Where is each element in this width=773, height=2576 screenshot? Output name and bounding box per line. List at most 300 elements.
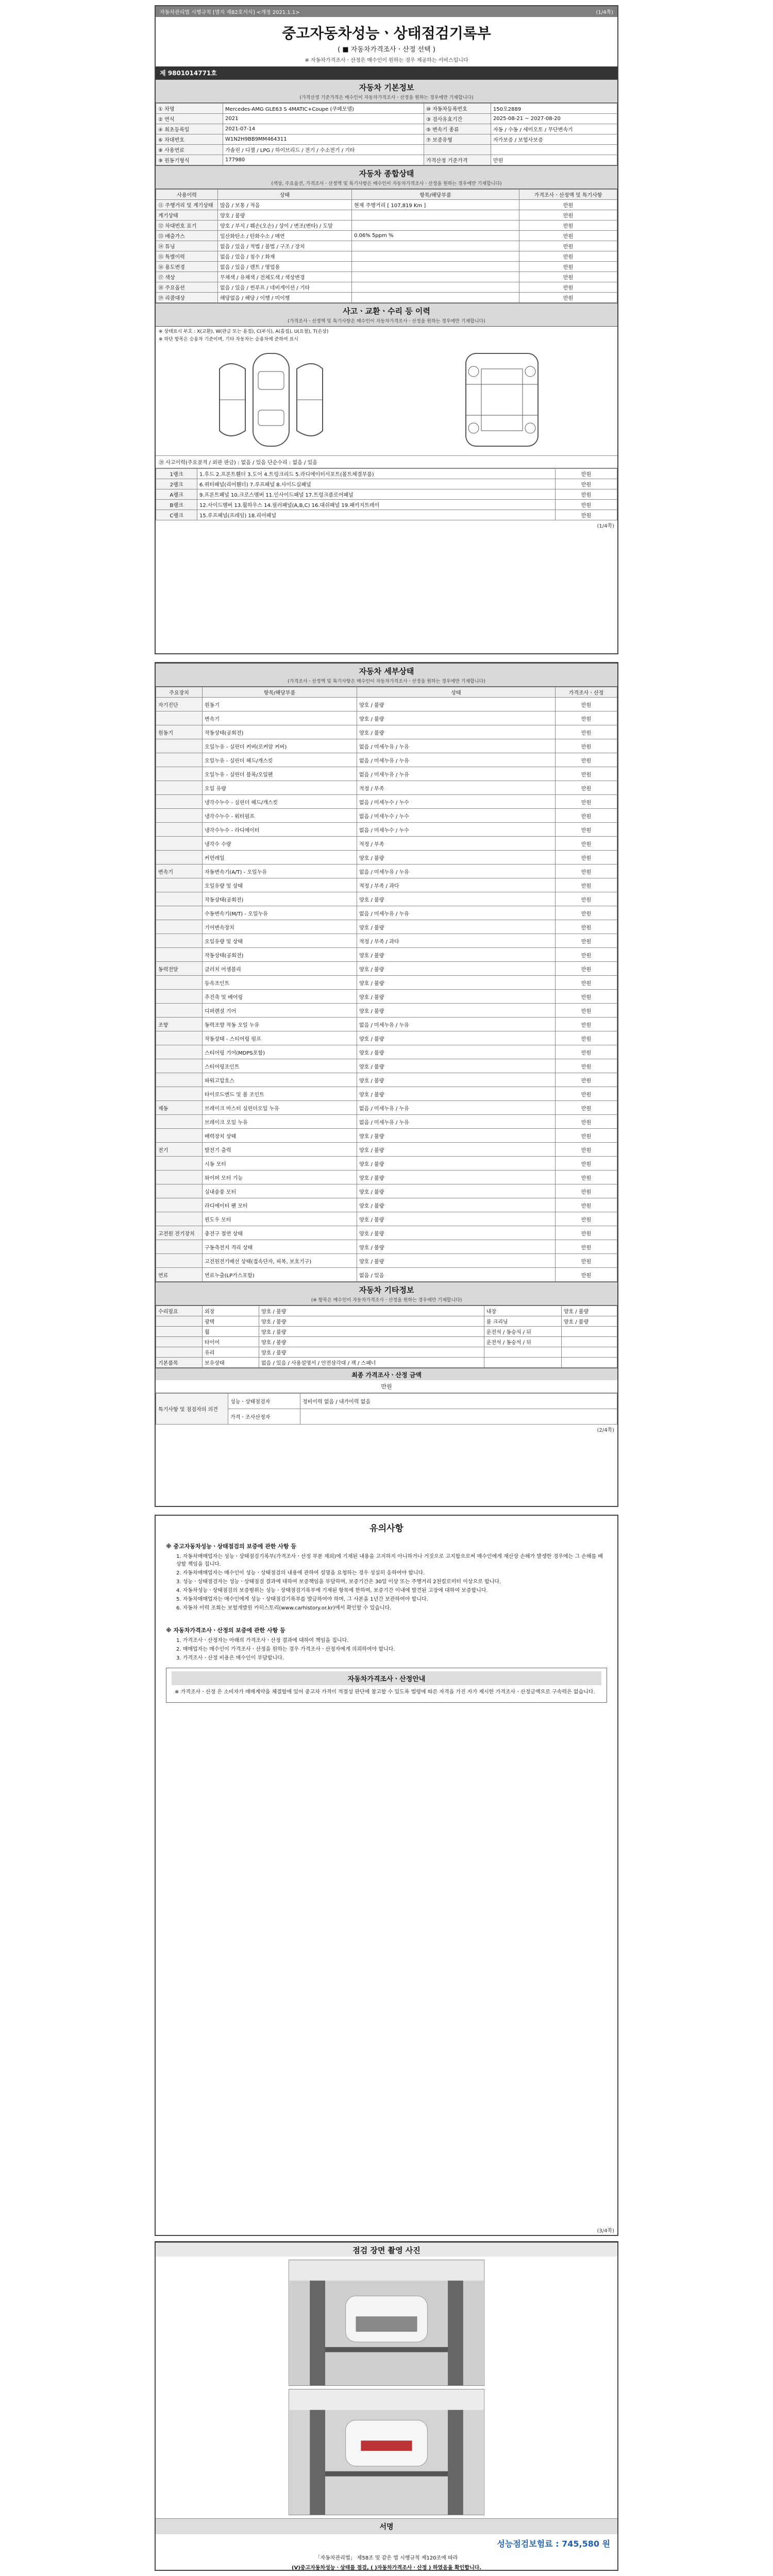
document-id: 제 9801014771호	[156, 66, 617, 79]
detail-row	[156, 781, 617, 795]
overall-price: 만원	[519, 200, 617, 210]
detail-row	[156, 878, 617, 892]
overall-price: 만원	[519, 282, 617, 293]
basic-value: 2025-08-21 ~ 2027-08-20	[491, 114, 617, 124]
other-state: 없음 / 있음 / 사용설명서 / 안전삼각대 / 잭 / 스패너	[259, 1358, 484, 1368]
detail-price: 만원	[556, 1129, 617, 1143]
notice-head-2: ※ 자동차가격조사ㆍ산정의 보증에 관한 사항 등	[166, 1627, 285, 1634]
other-group	[156, 1316, 203, 1327]
basic-label: ⑨ 원동기형식	[156, 155, 223, 165]
basic-label: ③ 검사유효기간	[424, 114, 491, 124]
detail-state: 적정 / 부족 / 과다	[357, 878, 556, 892]
detail-row	[156, 795, 617, 809]
detail-row	[156, 739, 617, 753]
detail-state: 없음 / 미세누유 / 누유	[357, 1115, 556, 1129]
total-price-label: 최종 가격조사ㆍ산정 금액	[156, 1368, 617, 1380]
detail-part: 작동상태(공회전)	[203, 948, 357, 962]
other-part-2	[484, 1358, 561, 1368]
detail-group	[156, 1254, 203, 1268]
tier-price: 만원	[556, 479, 617, 489]
detail-state: 양호 / 불량	[357, 1171, 556, 1184]
detail-row	[156, 711, 617, 725]
detail-price: 만원	[556, 753, 617, 767]
overall-price: 만원	[519, 210, 617, 221]
page-1-number: (1/4쪽)	[597, 523, 614, 529]
detail-row	[156, 865, 617, 878]
overall-item: ⑲ 리콜대상	[156, 293, 218, 303]
detail-group	[156, 1157, 203, 1171]
other-row	[156, 1316, 617, 1327]
detail-price: 만원	[556, 795, 617, 809]
form-number: 자동차관리법 시행규칙 [별지 제82호서식] <개정 2021.1.1>	[160, 10, 300, 15]
overall-header-usage: 사용이력	[156, 190, 218, 200]
detail-price: 만원	[556, 823, 617, 837]
detail-state: 없음 / 미세누유 / 누유	[357, 906, 556, 920]
overall-state: 일산화탄소 / 탄화수소 / 매연	[218, 231, 352, 241]
special-value	[300, 1409, 617, 1425]
other-group: 기본품목	[156, 1358, 203, 1368]
other-state-2	[561, 1347, 617, 1358]
other-part-2	[484, 1347, 561, 1358]
detail-row	[156, 1157, 617, 1171]
detail-part: 동력조향 작동 오일 누유	[203, 1018, 357, 1031]
overall-price: 만원	[519, 231, 617, 241]
tier-row	[156, 479, 617, 489]
basic-section-note: (가격산정 기준가격은 매수인이 자동차가격조사ㆍ산정을 원하는 경우에만 기재합니다)	[156, 94, 617, 103]
detail-part: 오일 유량	[203, 781, 357, 795]
detail-part: 스티어링조인트	[203, 1059, 357, 1073]
document-subtitle: ( ■ 자동차가격조사ㆍ산정 선택 )	[338, 46, 435, 54]
detail-state: 양호 / 불량	[357, 1073, 556, 1087]
detail-group: 전기	[156, 1143, 203, 1157]
detail-state: 양호 / 불량	[357, 920, 556, 934]
tier-price: 만원	[556, 510, 617, 520]
detail-group	[156, 920, 203, 934]
detail-row	[156, 1254, 617, 1268]
basic-value: 가솔린 / 디젤 / LPG / 하이브리드 / 전기 / 수소전기 / 기타	[223, 145, 424, 155]
other-section-note: (※ 항목은 매수인이 자동차가격조사ㆍ산정을 원하는 경우에만 기재합니다)	[156, 1296, 617, 1306]
detail-row	[156, 753, 617, 767]
detail-row	[156, 976, 617, 990]
detail-state: 양호 / 불량	[357, 892, 556, 906]
other-row	[156, 1306, 617, 1316]
basic-value: 자동 / 수동 / 세미오토 / 무단변속기	[491, 124, 617, 134]
detail-part: 커먼레일	[203, 851, 357, 865]
other-part: 휠	[203, 1327, 259, 1337]
tier-rank: A랭크	[156, 489, 197, 500]
detail-group	[156, 892, 203, 906]
overall-row	[156, 231, 617, 241]
detail-group: 연료	[156, 1268, 203, 1282]
detail-group	[156, 1184, 203, 1198]
tier-parts: 12.사이드멤버 13.휠하우스 14.필러패널(A,B,C) 16.대쉬패널 19.패키지트레이	[197, 500, 556, 510]
detail-group	[156, 990, 203, 1004]
other-state-2	[561, 1327, 617, 1337]
overall-state: 없음 / 있음 / 적법 / 불법 / 구조 / 장치	[218, 241, 352, 251]
detail-row	[156, 1268, 617, 1282]
page-4	[155, 2241, 618, 2571]
overall-detail	[352, 282, 519, 293]
tier-price: 만원	[556, 489, 617, 500]
detail-group: 동력전달	[156, 962, 203, 976]
detail-price: 만원	[556, 990, 617, 1004]
overall-state: 없음 / 있음 / 침수 / 화재	[218, 251, 352, 262]
detail-part: 타이로드엔드 및 볼 조인트	[203, 1087, 357, 1101]
basic-row	[156, 124, 617, 134]
total-price-value: 만원	[156, 1380, 617, 1393]
car-diagram	[156, 344, 617, 456]
detail-group: 원동기	[156, 725, 203, 739]
detail-row	[156, 767, 617, 781]
detail-group	[156, 906, 203, 920]
signature-title: 서명	[156, 2518, 617, 2534]
overall-detail	[352, 272, 519, 282]
accident-legend: ※ 상태표시 부호 : X(교환), W(판금 또는 용접), C(부식), A(흠집), U(요철), T(손상)	[159, 329, 329, 334]
tier-price: 만원	[556, 500, 617, 510]
overall-detail	[352, 251, 519, 262]
tier-row	[156, 510, 617, 520]
detail-row	[156, 809, 617, 823]
detail-row	[156, 823, 617, 837]
other-table	[156, 1306, 617, 1368]
detail-price: 만원	[556, 1268, 617, 1282]
notice-title: 유의사항	[369, 1523, 404, 1534]
page-2	[155, 662, 618, 1507]
tier-rank: 1랭크	[156, 469, 197, 479]
overall-price: 만원	[519, 293, 617, 303]
other-part-2: 운전석 / 동승석 / 뒤	[484, 1337, 561, 1347]
overall-item: ⑫ 차대번호 표기	[156, 221, 218, 231]
detail-row	[156, 837, 617, 851]
basic-row	[156, 145, 617, 155]
overall-state: 양호 / 부식 / 훼손(오손) / 상이 / 변조(변타) / 도말	[218, 221, 352, 231]
detail-part: 오일누유 - 실린더 헤드/개스킷	[203, 753, 357, 767]
basic-label: ⑩ 자동차등록번호	[424, 104, 491, 114]
tier-rank: 2랭크	[156, 479, 197, 489]
notice-item: 3. 성능ㆍ상태점검자는 성능ㆍ상태점검 결과에 대하여 보증책임을 부담하며, 보증기간은 30일 이상 또는 주행거리 2천킬로미터 이상으로 합니다.	[176, 1579, 501, 1585]
detail-row	[156, 1059, 617, 1073]
basic-value: 자가보증 / 보험사보증	[491, 134, 617, 145]
accident-section-note: (가격조사ㆍ산정액 및 특기사항은 매수인이 자동차가격조사ㆍ산정을 원하는 경우에만 기재합니다)	[156, 317, 617, 327]
detail-state: 양호 / 불량	[357, 1212, 556, 1226]
detail-price: 만원	[556, 1212, 617, 1226]
basic-value: W1N2H9BB9MM464311	[223, 134, 424, 145]
other-group	[156, 1337, 203, 1347]
detail-price: 만원	[556, 1018, 617, 1031]
detail-group	[156, 711, 203, 725]
detail-state: 없음 / 미세누유 / 누유	[357, 1101, 556, 1115]
detail-price: 만원	[556, 809, 617, 823]
notice-item: 2. 자동차매매업자는 매수인이 성능ㆍ상태점검의 내용에 관하여 설명을 요청하는 경우 성실히 응하여야 합니다.	[176, 1570, 425, 1576]
tier-row	[156, 500, 617, 510]
detail-price: 만원	[556, 920, 617, 934]
overall-detail	[352, 293, 519, 303]
detail-row	[156, 1226, 617, 1240]
detail-row	[156, 1004, 617, 1018]
other-state: 양호 / 불량	[259, 1306, 484, 1316]
detail-part: 자동변속기(A/T) - 오일누유	[203, 865, 357, 878]
detail-part: 수동변속기(M/T) - 오일누유	[203, 906, 357, 920]
basic-label: 가격산정 기준가격	[424, 155, 491, 165]
detail-state: 양호 / 불량	[357, 851, 556, 865]
other-section-title: 자동차 기타정보	[156, 1282, 617, 1296]
basic-label: ⑤ 변속기 종류	[424, 124, 491, 134]
other-part: 외장	[203, 1306, 259, 1316]
detail-state: 양호 / 불량	[357, 1184, 556, 1198]
detail-part: 발전기 출력	[203, 1143, 357, 1157]
detail-price: 만원	[556, 1198, 617, 1212]
detail-group	[156, 1240, 203, 1254]
detail-row	[156, 906, 617, 920]
detail-state: 양호 / 불량	[357, 976, 556, 990]
other-group	[156, 1347, 203, 1358]
special-row	[156, 1394, 617, 1409]
detail-state: 양호 / 불량	[357, 1004, 556, 1018]
detail-group	[156, 851, 203, 865]
detail-group	[156, 1115, 203, 1129]
detail-price: 만원	[556, 892, 617, 906]
detail-row	[156, 1018, 617, 1031]
overall-row	[156, 221, 617, 231]
detail-state: 양호 / 불량	[357, 698, 556, 711]
overall-detail: 0.06% 5ppm %	[352, 231, 519, 241]
detail-state: 양호 / 불량	[357, 1198, 556, 1212]
detail-part: 와이퍼 모터 기능	[203, 1171, 357, 1184]
tier-rank: C랭크	[156, 510, 197, 520]
detail-state: 양호 / 불량	[357, 1087, 556, 1101]
basic-value: 150오2889	[491, 104, 617, 114]
basic-label	[424, 145, 491, 155]
overall-row	[156, 200, 617, 210]
price-guide-text: ※ 가격조사ㆍ산정 은 소비자가 매매계약을 체결함에 있어 중고차 가격이 적절성 판단에 참고할 수 있도록 법령에 따른 자격을 가진 자가 제시한 가격조사ㆍ산정금액으로 구속력은 없습니다.	[175, 1689, 595, 1695]
detail-header-price: 가격조사ㆍ산정	[556, 687, 617, 698]
basic-value: 177980	[223, 155, 424, 165]
detail-part: 클러치 어셈블리	[203, 962, 357, 976]
detail-part: 스티어링 기어(MDPS포함)	[203, 1045, 357, 1059]
overall-item: ⑯ 용도변경	[156, 262, 218, 272]
special-table	[156, 1393, 617, 1425]
detail-state: 없음 / 미세누유 / 누유	[357, 753, 556, 767]
overall-item: ⑰ 색상	[156, 272, 218, 282]
detail-group	[156, 823, 203, 837]
overall-detail	[352, 241, 519, 251]
tier-parts: 15.루프패널(프레임) 18.리어패널	[197, 510, 556, 520]
detail-group	[156, 739, 203, 753]
overall-price: 만원	[519, 241, 617, 251]
special-key: 가격ㆍ조사산정자	[228, 1409, 300, 1425]
detail-price: 만원	[556, 948, 617, 962]
detail-state: 양호 / 불량	[357, 962, 556, 976]
detail-row	[156, 1240, 617, 1254]
basic-row	[156, 104, 617, 114]
overall-section-note: (색상, 주요옵션, 가격조사ㆍ산정액 및 특기사항은 매수인이 자동차가격조사ㆍ산정을 원하는 경우에만 기재합니다)	[156, 180, 617, 189]
detail-part: 추진축 및 베어링	[203, 990, 357, 1004]
other-row	[156, 1347, 617, 1358]
detail-part: 냉각수누수 - 라디에이터	[203, 823, 357, 837]
detail-state: 양호 / 불량	[357, 1157, 556, 1171]
detail-price: 만원	[556, 1184, 617, 1198]
detail-group	[156, 1212, 203, 1226]
detail-price: 만원	[556, 767, 617, 781]
overall-header-item: 항목/해당부품	[352, 190, 519, 200]
detail-price: 만원	[556, 976, 617, 990]
detail-state: 없음 / 있음	[357, 1268, 556, 1282]
basic-row	[156, 114, 617, 124]
overall-header-price: 가격조사ㆍ산정액 및 특기사항	[519, 190, 617, 200]
detail-row	[156, 948, 617, 962]
basic-value	[491, 145, 617, 155]
detail-state: 양호 / 불량	[357, 948, 556, 962]
other-row	[156, 1337, 617, 1347]
detail-price: 만원	[556, 1171, 617, 1184]
notice-item: 2. 매매업자는 매수인이 가격조사ㆍ산정을 원하는 경우 가격조사ㆍ산정자에게 의뢰하여야 합니다.	[176, 1647, 395, 1652]
basic-value: 2021-07-14	[223, 124, 424, 134]
insurance-fee: 성능점검보험료 : 745,580 원	[497, 2539, 610, 2549]
other-row	[156, 1358, 617, 1368]
accident-tier-table	[156, 468, 617, 520]
detail-group	[156, 809, 203, 823]
detail-price: 만원	[556, 934, 617, 948]
overall-price: 만원	[519, 221, 617, 231]
detail-part: 브레이크 마스터 실린더오일 누유	[203, 1101, 357, 1115]
detail-group	[156, 1059, 203, 1073]
detail-section-title: 자동차 세부상태	[156, 663, 617, 677]
other-group: 수리필요	[156, 1306, 203, 1316]
price-guide-box	[166, 1668, 607, 1703]
basic-row	[156, 155, 617, 165]
accident-legend-2: ※ 하단 항목은 승용차 기준이며, 기타 자동차는 승용차에 준하여 표시	[159, 337, 298, 342]
other-state: 양호 / 불량	[259, 1347, 484, 1358]
footer-line-1: 「자동차관리법」 제58조 및 같은 법 시행규칙 제120조에 따라	[315, 2555, 458, 2561]
detail-part: 충전구 절연 상태	[203, 1226, 357, 1240]
other-part: 유리	[203, 1347, 259, 1358]
other-state-2	[561, 1358, 617, 1368]
page-number: (1/4쪽)	[596, 10, 613, 15]
inspection-photo-rear	[289, 2389, 484, 2515]
detail-state: 없음 / 미세누유 / 누유	[357, 865, 556, 878]
notice-item: 4. 자동차성능ㆍ상태점검의 보증범위는 성능ㆍ상태점검기록부에 기재된 항목에 한하며, 보증기간 이내에 발견된 고장에 대하여 보증합니다.	[176, 1588, 488, 1594]
detail-price: 만원	[556, 1073, 617, 1087]
detail-header-part: 항목/해당부품	[203, 687, 357, 698]
detail-part: 실내송풍 모터	[203, 1184, 357, 1198]
page-2-number: (2/4쪽)	[597, 1428, 614, 1433]
special-key: 성능ㆍ상태점검자	[228, 1394, 300, 1409]
detail-part: 냉각수누수 - 실린더 헤드/개스킷	[203, 795, 357, 809]
overall-row	[156, 210, 617, 221]
overall-detail	[352, 262, 519, 272]
detail-price: 만원	[556, 1115, 617, 1129]
overall-row	[156, 262, 617, 272]
overall-row	[156, 241, 617, 251]
detail-part: 변속기	[203, 711, 357, 725]
detail-state: 없음 / 미세누수 / 누수	[357, 809, 556, 823]
car-exterior-diagram	[209, 348, 333, 451]
basic-value: Mercedes-AMG GLE63 S 4MATIC+Coupe (쿠페모델)	[223, 104, 424, 114]
detail-part: 등속조인트	[203, 976, 357, 990]
detail-price: 만원	[556, 865, 617, 878]
detail-part: 시동 모터	[203, 1157, 357, 1171]
detail-state: 없음 / 미세누유 / 누유	[357, 739, 556, 753]
detail-part: 연료누출(LP가스포함)	[203, 1268, 357, 1282]
basic-value: 2021	[223, 114, 424, 124]
overall-table	[156, 189, 617, 303]
tier-parts: 1.후드 2.프론트휀더 3.도어 4.트렁크리드 5.라디에이터서포트(볼트체결부품)	[197, 469, 556, 479]
notice-item: 5. 자동차매매업자는 매수인에게 성능ㆍ상태점검기록부를 발급하여야 하며, 그 사본을 1년간 보관하여야 합니다.	[176, 1597, 428, 1602]
basic-label: ④ 최초등록일	[156, 124, 223, 134]
detail-table	[156, 687, 617, 1282]
detail-state: 적정 / 부족	[357, 837, 556, 851]
overall-state: 없음 / 있음 / 썬루프 / 네비게이션 / 기타	[218, 282, 352, 293]
notice-item: 3. 가격조사ㆍ산정 비용은 매수인이 부담합니다.	[176, 1655, 284, 1661]
detail-price: 만원	[556, 1240, 617, 1254]
other-state: 양호 / 불량	[259, 1327, 484, 1337]
detail-group: 고전원 전기장치	[156, 1226, 203, 1240]
accident-section-title: 사고ㆍ교환ㆍ수리 등 이력	[156, 303, 617, 317]
basic-label: ⑥ 차대번호	[156, 134, 223, 145]
detail-row	[156, 1129, 617, 1143]
detail-part: 냉각수 수량	[203, 837, 357, 851]
detail-part: 고전원전기배선 상태(접속단자, 피복, 보호기구)	[203, 1254, 357, 1268]
detail-state: 없음 / 미세누유 / 누유	[357, 1018, 556, 1031]
detail-header-state: 상태	[357, 687, 556, 698]
detail-group	[156, 948, 203, 962]
detail-group	[156, 1129, 203, 1143]
detail-price: 만원	[556, 1143, 617, 1157]
document-title: 중고자동차성능ㆍ상태점검기록부	[282, 25, 491, 42]
other-part-2: 룸 크리닝	[484, 1316, 561, 1327]
detail-part: 작동상태(공회전)	[203, 725, 357, 739]
photo-section-title: 점검 장면 촬영 사진	[156, 2242, 617, 2257]
overall-state: 해당없음 / 해당 / 이행 / 미이행	[218, 293, 352, 303]
overall-row	[156, 272, 617, 282]
other-part: 타이어	[203, 1337, 259, 1347]
detail-group	[156, 1031, 203, 1045]
other-state-2: 양호 / 불량	[561, 1316, 617, 1327]
detail-part: 기어변속장치	[203, 920, 357, 934]
detail-group	[156, 753, 203, 767]
tier-parts: 9.프론트패널 10.크로스멤버 11.인사이드패널 17.트렁크플로어패널	[197, 489, 556, 500]
detail-row	[156, 962, 617, 976]
other-group	[156, 1327, 203, 1337]
price-guide-title: 자동차가격조사ㆍ산정안내	[172, 1671, 601, 1685]
detail-part: 오일유량 및 상태	[203, 934, 357, 948]
overall-section-title: 자동차 종합상태	[156, 165, 617, 180]
tier-row	[156, 469, 617, 479]
detail-row	[156, 1212, 617, 1226]
basic-label: ⑧ 사용연료	[156, 145, 223, 155]
page-3-number: (3/4쪽)	[597, 2228, 614, 2234]
detail-part: 윈도우 모터	[203, 1212, 357, 1226]
basic-value: 만원	[491, 155, 617, 165]
other-part: 광택	[203, 1316, 259, 1327]
notice-item: 6. 자동차 이력 조회는 보험개발원 카히스토리(www.carhistory.or.kr)에서 확인할 수 있습니다.	[176, 1605, 392, 1611]
detail-row	[156, 1115, 617, 1129]
other-state-2: 양호 / 불량	[561, 1306, 617, 1316]
detail-part: 라디에이터 팬 모터	[203, 1198, 357, 1212]
detail-group	[156, 767, 203, 781]
footer-line-2: (V)중고자동차성능ㆍ상태를 점검, ( )자동차가격조사ㆍ산정 ) 하였음을 확인합니다.	[291, 2565, 482, 2571]
overall-detail	[352, 210, 519, 221]
detail-state: 적정 / 부족	[357, 781, 556, 795]
detail-group	[156, 1087, 203, 1101]
other-part-2: 운전석 / 동승석 / 뒤	[484, 1327, 561, 1337]
detail-part: 파워고압호스	[203, 1073, 357, 1087]
detail-group	[156, 934, 203, 948]
detail-state: 양호 / 불량	[357, 1226, 556, 1240]
detail-part: 냉각수누수 - 워터펌프	[203, 809, 357, 823]
detail-price: 만원	[556, 1101, 617, 1115]
detail-row	[156, 934, 617, 948]
